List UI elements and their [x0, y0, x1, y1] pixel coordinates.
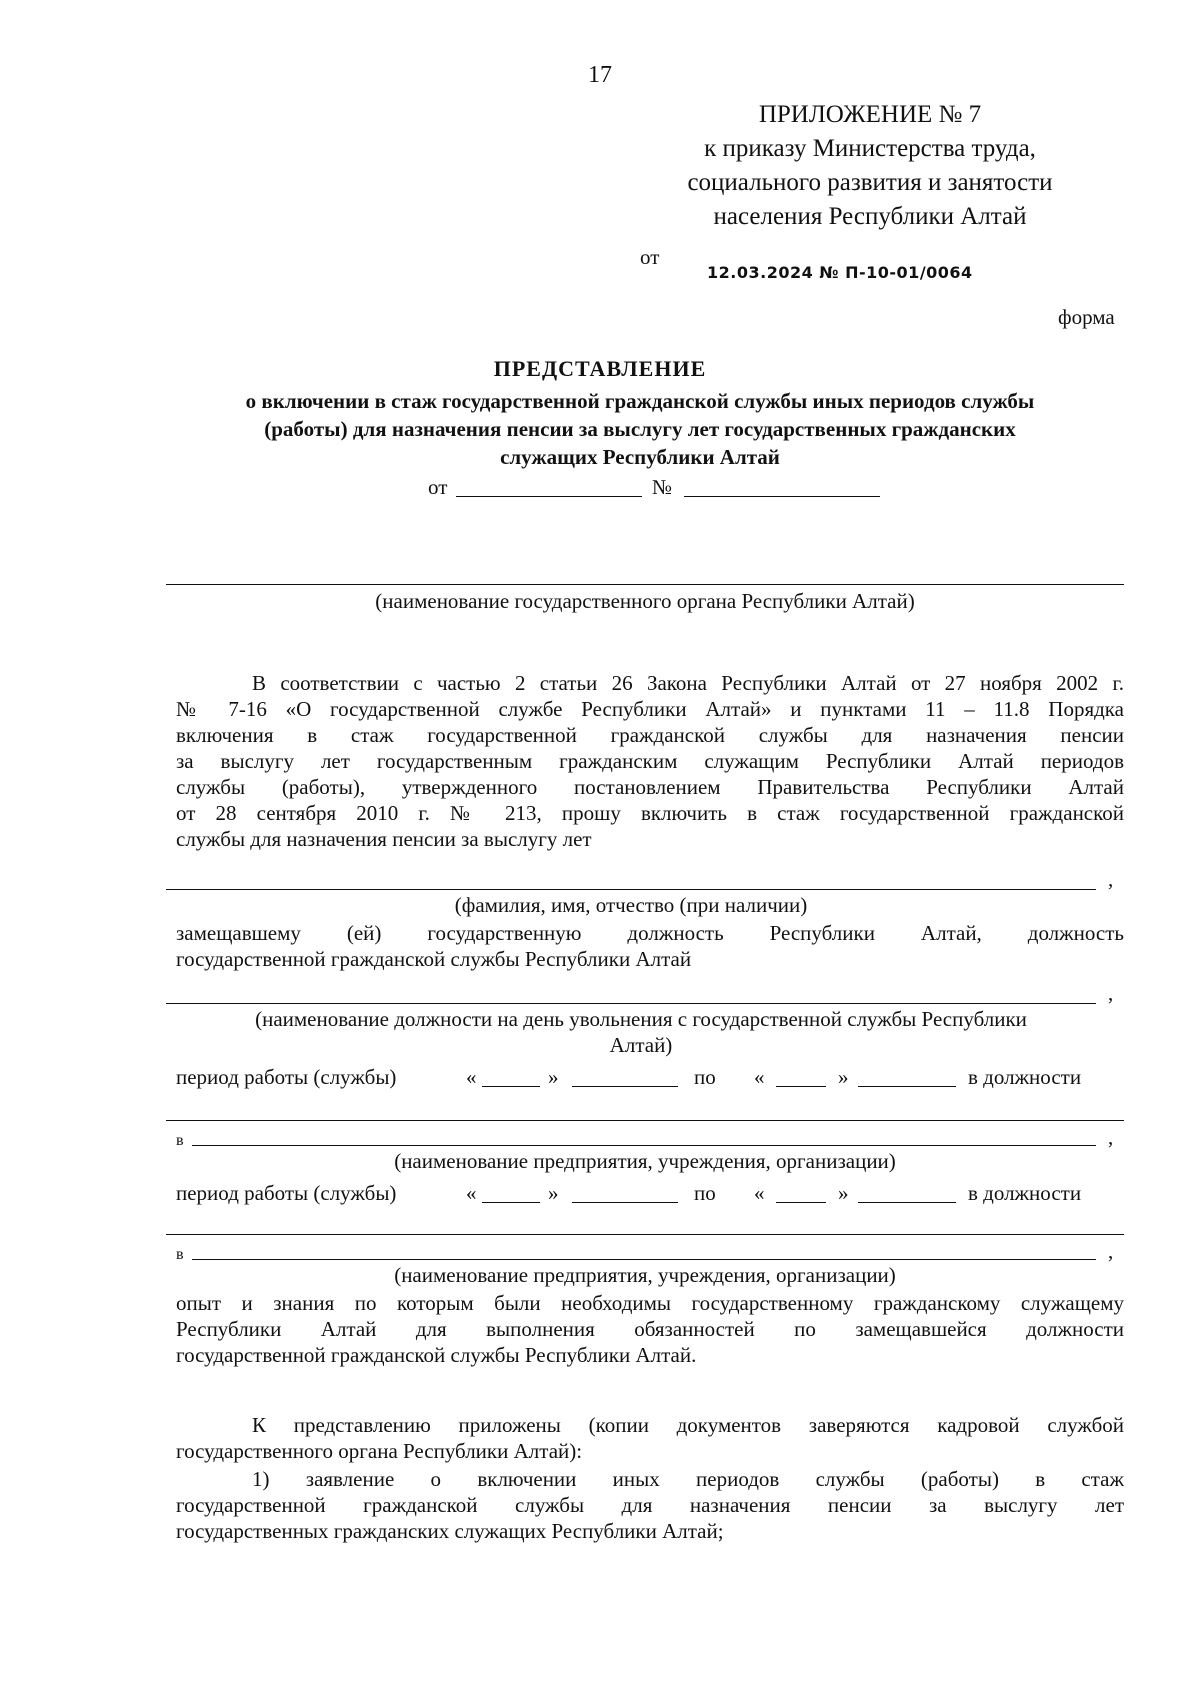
caption-enterprise-1: (наименование предприятия, учреждения, организации) [394, 1149, 896, 1173]
period-2-month-from-line [572, 1202, 678, 1203]
period-1-in-position: в должности [968, 1065, 1082, 1089]
p2-line-2: государственной гражданской службы Республики Алтай [176, 947, 692, 971]
enterprise-2-comma: , [1108, 1239, 1114, 1263]
enterprise-1-v-label: в [176, 1132, 184, 1149]
appendix-title: ПРИЛОЖЕНИЕ № 7 [758, 101, 982, 128]
period-1-quote-close-2: » [838, 1065, 849, 1089]
period-1-month-to-line [858, 1086, 956, 1087]
caption-enterprise-2: (наименование предприятия, учреждения, организации) [394, 1263, 896, 1287]
p4-line-2: государственного органа Республики Алтай): [176, 1439, 583, 1463]
fio-comma: , [1108, 867, 1114, 891]
period-2-quote-open-1: « [466, 1181, 477, 1205]
paragraph-1 [176, 670, 1124, 852]
period-label-1: период работы (службы) [176, 1065, 397, 1089]
period-1-day-to-line [776, 1086, 826, 1087]
period-2-quote-close-2: » [838, 1181, 849, 1205]
p3-line-2: Республики Алтай для выполнения обязанностей по замещавшейся должности [176, 1317, 1124, 1341]
p5-line-1: 1) заявление о включении иных периодов службы (работы) в стаж [252, 1467, 1124, 1491]
heading-date-line [456, 496, 642, 497]
page-number: 17 [588, 62, 612, 88]
p5-line-3: государственных гражданских служащих Республики Алтай; [176, 1519, 724, 1543]
heading-line-1: о включении в стаж государственной гражданской службы иных периодов службы [245, 389, 1035, 413]
p4-line-1: К представлению приложены (копии документов заверяются кадровой службой [252, 1413, 1124, 1437]
p1-line-4: за выслугу лет государственным гражданским служащим Республики Алтай периодов [176, 749, 1124, 773]
enterprise-1-comma: , [1108, 1125, 1114, 1149]
period-2-day-from-line [482, 1202, 540, 1203]
paragraph-4 [176, 1412, 1124, 1464]
p2-line-1: замещавшему (ей) государственную должность Республики Алтай, должность [176, 921, 1124, 945]
heading-no-label: № [652, 475, 673, 499]
period-1-day-from-line [482, 1086, 540, 1087]
period-2-in-position: в должности [968, 1181, 1082, 1205]
p5-line-2: государственной гражданской службы для назначения пенсии за выслугу лет [176, 1493, 1124, 1517]
paragraph-5 [176, 1466, 1124, 1544]
caption-position-1: (наименование должности на день увольнения с государственной службы Республики [255, 1007, 1027, 1031]
period-1-quote-close-1: » [548, 1065, 559, 1089]
period-1-quote-open-2: « [754, 1065, 765, 1089]
period-2-position-line [166, 1234, 1124, 1235]
p3-line-1: опыт и знания по которым были необходимы государственному гражданскому служащему [176, 1291, 1124, 1315]
appendix-line-3: населения Республики Алтай [713, 203, 1027, 230]
appendix-from-label: от [640, 245, 660, 269]
form-label: форма [1058, 305, 1115, 329]
p1-line-7: службы для назначения пенсии за выслугу лет [176, 827, 592, 851]
p3-line-3: государственной гражданской службы Республики Алтай. [176, 1343, 697, 1367]
appendix-date-number: 12.03.2024 № П-10-01/0064 [707, 263, 973, 282]
paragraph-3 [176, 1290, 1124, 1368]
caption-position-2: Алтай) [609, 1033, 673, 1057]
period-2-month-to-line [858, 1202, 956, 1203]
p1-line-2: № 7-16 «О государственной службе Республики Алтай» и пунктами 11 – 11.8 Порядка [176, 697, 1124, 721]
position-comma: , [1108, 981, 1114, 1005]
p1-line-6: от 28 сентября 2010 г. № 213, прошу включить в стаж государственной гражданской [176, 801, 1124, 825]
heading-number-line [684, 496, 880, 497]
period-1-quote-open-1: « [466, 1065, 477, 1089]
period-label-2: период работы (службы) [176, 1181, 397, 1205]
caption-org: (наименование государственного органа Республики Алтай) [375, 589, 915, 613]
period-1-position-line [166, 1120, 1124, 1121]
enterprise-2-line [192, 1259, 1096, 1260]
heading-line-2: (работы) для назначения пенсии за выслугу лет государственных гражданских [264, 417, 1016, 441]
position-line [166, 1003, 1096, 1004]
period-2-po-label: по [694, 1181, 716, 1205]
p1-line-3: включения в стаж государственной гражданской службы для назначения пенсии [176, 723, 1124, 747]
p1-line-5: службы (работы), утвержденного постановлением Правительства Республики Алтай [176, 775, 1124, 799]
period-1-po-label: по [694, 1065, 716, 1089]
appendix-line-1: к приказу Министерства труда, [704, 135, 1036, 162]
period-2-quote-open-2: « [754, 1181, 765, 1205]
heading-from-label: от [428, 475, 448, 499]
heading-line-3: служащих Республики Алтай [500, 445, 780, 469]
caption-fio: (фамилия, имя, отчество (при наличии) [454, 893, 808, 917]
period-2-day-to-line [776, 1202, 826, 1203]
period-2-quote-close-1: » [548, 1181, 559, 1205]
enterprise-1-line [192, 1145, 1096, 1146]
heading-title: ПРЕДСТАВЛЕНИЕ [493, 356, 707, 381]
org-name-line [166, 584, 1124, 585]
paragraph-2 [176, 920, 1124, 972]
period-1-month-from-line [572, 1086, 678, 1087]
enterprise-2-v-label: в [176, 1246, 184, 1263]
appendix-line-2: социального развития и занятости [687, 169, 1053, 196]
fio-line [166, 889, 1096, 890]
p1-line-1: В соответствии с частью 2 статьи 26 Закона Республики Алтай от 27 ноября 2002 г. [252, 671, 1124, 695]
